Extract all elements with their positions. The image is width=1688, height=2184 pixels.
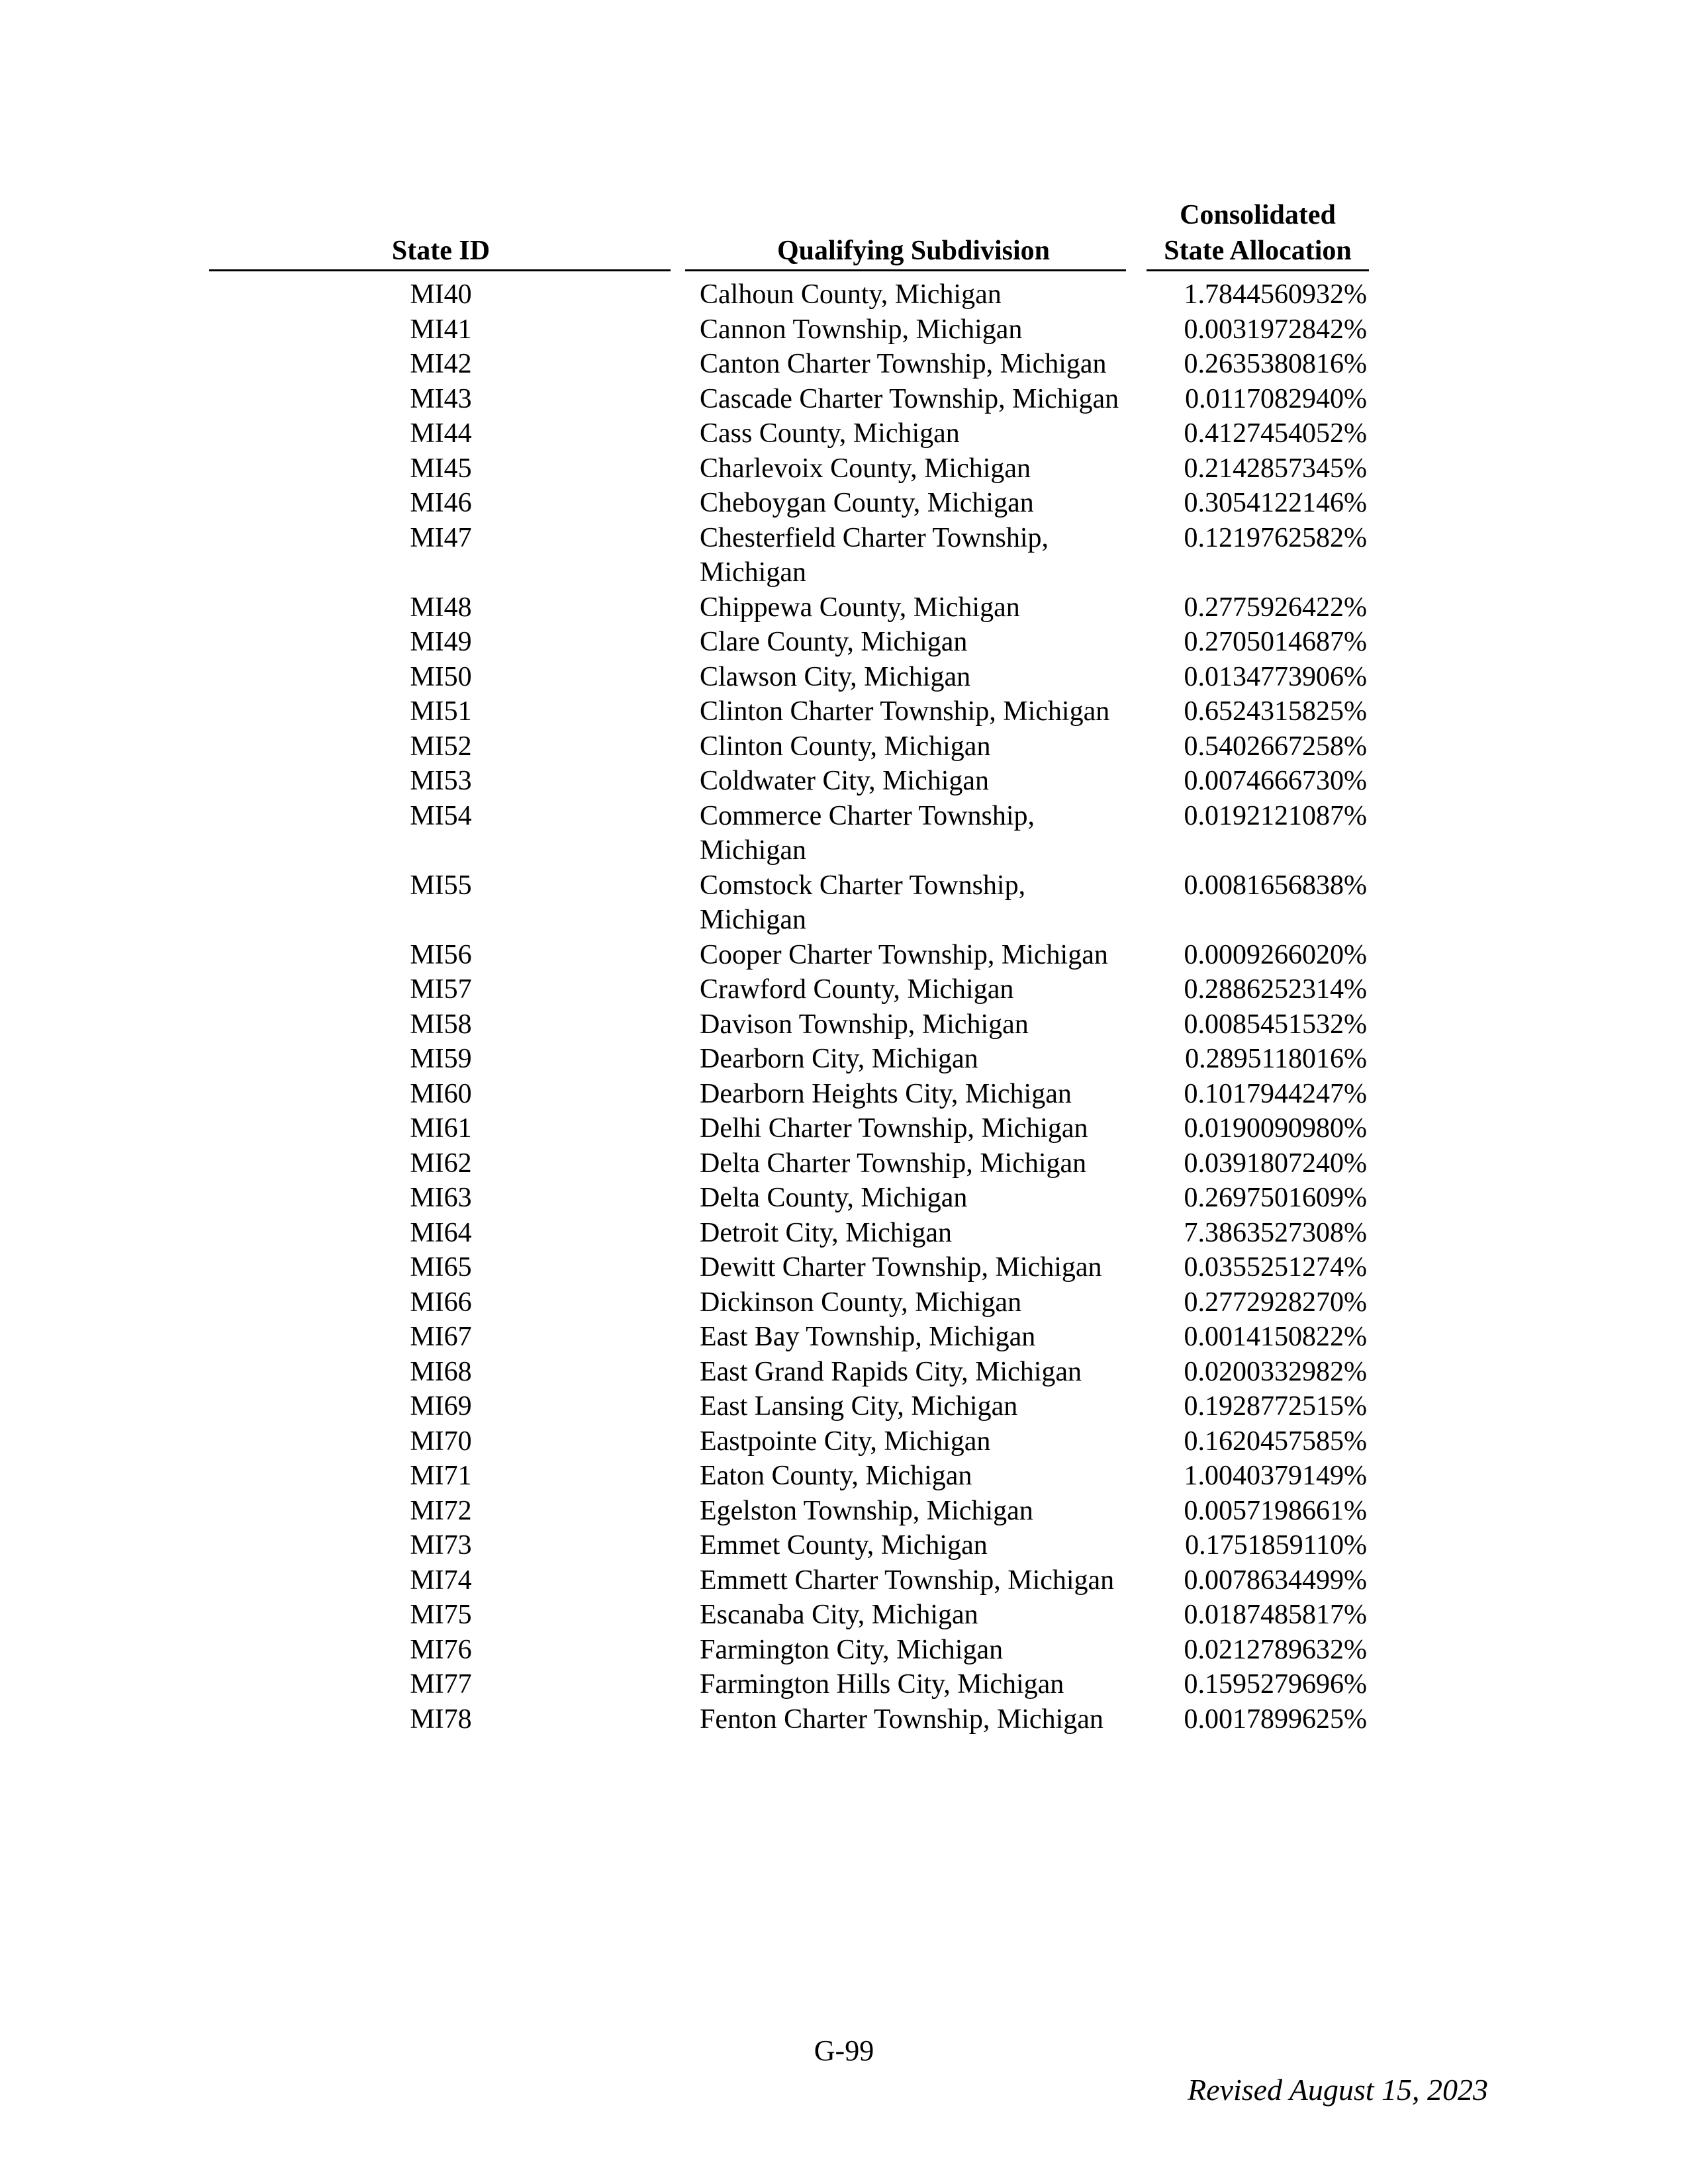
subdivision-cell: Dewitt Charter Township, Michigan — [700, 1252, 1102, 1283]
subdivision-cell: Cannon Township, Michigan — [700, 314, 1023, 345]
allocation-cell: 0.2886252314% — [1184, 974, 1367, 1005]
subdivision-cell: Farmington City, Michigan — [700, 1634, 1004, 1665]
allocation-cell: 1.0040379149% — [1184, 1461, 1367, 1491]
allocation-cell: 0.2775926422% — [1184, 592, 1367, 623]
state-id-cell: MI55 — [410, 870, 472, 901]
allocation-cell: 0.0057198661% — [1184, 1495, 1367, 1526]
table-row — [0, 521, 1688, 590]
table-row — [0, 1563, 1688, 1598]
header-allocation-line2: State Allocation — [1164, 236, 1352, 266]
subdivision-cell: Cascade Charter Township, Michigan — [700, 383, 1119, 414]
subdivision-cell: Clinton County, Michigan — [700, 731, 991, 762]
state-id-cell: MI47 — [410, 522, 472, 553]
table-row — [0, 1111, 1688, 1146]
table-row — [0, 312, 1688, 347]
state-id-cell: MI73 — [410, 1530, 472, 1561]
state-id-cell: MI43 — [410, 383, 472, 414]
table-row — [0, 1007, 1688, 1042]
subdivision-cell: Egelston Township, Michigan — [700, 1495, 1033, 1526]
allocation-table-body — [0, 277, 1688, 1737]
allocation-cell: 0.0009266020% — [1184, 939, 1367, 970]
subdivision-cell: Cooper Charter Township, Michigan — [700, 939, 1108, 970]
allocation-cell: 0.1017944247% — [1184, 1078, 1367, 1109]
subdivision-cell: Calhoun County, Michigan — [700, 279, 1002, 310]
allocation-cell: 0.0078634499% — [1184, 1565, 1367, 1596]
subdivision-cell: Cheboygan County, Michigan — [700, 488, 1034, 518]
table-row — [0, 938, 1688, 973]
allocation-cell: 0.0014150822% — [1184, 1322, 1367, 1352]
subdivision-cell: Cass County, Michigan — [700, 418, 960, 449]
subdivision-cell: Canton Charter Township, Michigan — [700, 349, 1107, 379]
state-id-cell: MI76 — [410, 1634, 472, 1665]
table-row — [0, 1250, 1688, 1285]
state-id-cell: MI45 — [410, 453, 472, 484]
header-rule-state-id — [209, 269, 671, 271]
allocation-cell: 0.0391807240% — [1184, 1148, 1367, 1179]
header-allocation-line1: Consolidated — [1180, 200, 1336, 230]
allocation-cell: 0.5402667258% — [1184, 731, 1367, 762]
subdivision-cell: Dearborn City, Michigan — [700, 1044, 978, 1074]
subdivision-cell: Fenton Charter Township, Michigan — [700, 1704, 1103, 1735]
subdivision-cell: Delta County, Michigan — [700, 1183, 968, 1213]
table-row — [0, 590, 1688, 625]
table-row — [0, 1424, 1688, 1459]
state-id-cell: MI64 — [410, 1217, 472, 1248]
table-row — [0, 1494, 1688, 1529]
state-id-cell: MI58 — [410, 1009, 472, 1040]
table-row — [0, 1667, 1688, 1702]
table-row — [0, 1320, 1688, 1355]
subdivision-cell: East Bay Township, Michigan — [700, 1322, 1036, 1352]
subdivision-cell: Commerce Charter Township, Michigan — [700, 800, 1035, 866]
state-id-cell: MI52 — [410, 731, 472, 762]
allocation-cell: 0.2697501609% — [1184, 1183, 1367, 1213]
state-id-cell: MI56 — [410, 939, 472, 970]
state-id-cell: MI72 — [410, 1495, 472, 1526]
allocation-cell: 0.2772928270% — [1184, 1287, 1367, 1318]
allocation-cell: 0.0074666730% — [1184, 766, 1367, 796]
table-row — [0, 1702, 1688, 1737]
subdivision-cell: Delhi Charter Township, Michigan — [700, 1113, 1088, 1144]
subdivision-cell: Dickinson County, Michigan — [700, 1287, 1022, 1318]
allocation-cell: 0.0081656838% — [1184, 870, 1367, 901]
subdivision-cell: East Grand Rapids City, Michigan — [700, 1356, 1082, 1387]
allocation-cell: 0.0134773906% — [1184, 661, 1367, 692]
state-id-cell: MI78 — [410, 1704, 472, 1735]
allocation-cell: 0.2895118016% — [1185, 1044, 1367, 1074]
allocation-cell: 7.3863527308% — [1184, 1217, 1367, 1248]
allocation-cell: 0.0192121087% — [1184, 800, 1367, 831]
subdivision-cell: Emmett Charter Township, Michigan — [700, 1565, 1115, 1596]
table-row — [0, 660, 1688, 695]
state-id-cell: MI68 — [410, 1356, 472, 1387]
subdivision-cell: Charlevoix County, Michigan — [700, 453, 1031, 484]
allocation-cell: 0.1751859110% — [1185, 1530, 1367, 1561]
table-row — [0, 347, 1688, 382]
state-id-cell: MI48 — [410, 592, 472, 623]
table-row — [0, 486, 1688, 521]
table-row — [0, 799, 1688, 868]
subdivision-cell: Emmet County, Michigan — [700, 1530, 988, 1561]
table-row — [0, 694, 1688, 729]
table-row — [0, 868, 1688, 938]
state-id-cell: MI62 — [410, 1148, 472, 1179]
state-id-cell: MI44 — [410, 418, 472, 449]
allocation-cell: 0.6524315825% — [1184, 696, 1367, 727]
allocation-cell: 0.1928772515% — [1184, 1391, 1367, 1422]
table-row — [0, 1459, 1688, 1494]
table-row — [0, 1146, 1688, 1181]
allocation-cell: 0.4127454052% — [1184, 418, 1367, 449]
table-row — [0, 382, 1688, 417]
subdivision-cell: Clawson City, Michigan — [700, 661, 971, 692]
allocation-cell: 0.0355251274% — [1184, 1252, 1367, 1283]
table-row — [0, 1355, 1688, 1390]
subdivision-cell: Dearborn Heights City, Michigan — [700, 1078, 1072, 1109]
allocation-cell: 0.0200332982% — [1184, 1356, 1367, 1387]
allocation-cell: 0.0212789632% — [1184, 1634, 1367, 1665]
state-id-cell: MI77 — [410, 1669, 472, 1700]
subdivision-cell: Detroit City, Michigan — [700, 1217, 953, 1248]
state-id-cell: MI60 — [410, 1078, 472, 1109]
allocation-cell: 0.3054122146% — [1184, 488, 1367, 518]
table-row — [0, 1181, 1688, 1216]
table-row — [0, 1528, 1688, 1563]
subdivision-cell: Crawford County, Michigan — [700, 974, 1014, 1005]
table-row — [0, 1216, 1688, 1251]
subdivision-cell: Clare County, Michigan — [700, 627, 968, 657]
allocation-cell: 0.0190090980% — [1184, 1113, 1367, 1144]
state-id-cell: MI41 — [410, 314, 472, 345]
state-id-cell: MI71 — [410, 1461, 472, 1491]
page-number: G-99 — [814, 2034, 874, 2067]
subdivision-cell: East Lansing City, Michigan — [700, 1391, 1018, 1422]
table-row — [0, 1042, 1688, 1077]
state-id-cell: MI50 — [410, 661, 472, 692]
allocation-cell: 0.0017899625% — [1184, 1704, 1367, 1735]
allocation-cell: 0.0117082940% — [1185, 383, 1367, 414]
header-state-id: State ID — [391, 236, 491, 266]
state-id-cell: MI53 — [410, 766, 472, 796]
state-id-cell: MI66 — [410, 1287, 472, 1318]
allocation-cell: 0.1219762582% — [1184, 522, 1367, 553]
subdivision-cell: Davison Township, Michigan — [700, 1009, 1029, 1040]
table-row — [0, 1077, 1688, 1112]
table-row — [0, 277, 1688, 312]
allocation-cell: 0.1620457585% — [1184, 1426, 1367, 1457]
state-id-cell: MI59 — [410, 1044, 472, 1074]
allocation-cell: 0.0187485817% — [1184, 1600, 1367, 1630]
table-row — [0, 1598, 1688, 1633]
subdivision-cell: Clinton Charter Township, Michigan — [700, 696, 1110, 727]
allocation-cell: 0.0031972842% — [1184, 314, 1367, 345]
subdivision-cell: Coldwater City, Michigan — [700, 766, 990, 796]
state-id-cell: MI61 — [410, 1113, 472, 1144]
state-id-cell: MI63 — [410, 1183, 472, 1213]
header-rule-allocation — [1147, 269, 1369, 271]
state-id-cell: MI46 — [410, 488, 472, 518]
table-row — [0, 729, 1688, 764]
state-id-cell: MI49 — [410, 627, 472, 657]
revision-date: Revised August 15, 2023 — [1188, 2073, 1488, 2107]
header-rule-subdivision — [685, 269, 1126, 271]
state-id-cell: MI42 — [410, 349, 472, 379]
table-row — [0, 416, 1688, 451]
state-id-cell: MI74 — [410, 1565, 472, 1596]
subdivision-cell: Eaton County, Michigan — [700, 1461, 972, 1491]
state-id-cell: MI67 — [410, 1322, 472, 1352]
table-row — [0, 972, 1688, 1007]
state-id-cell: MI70 — [410, 1426, 472, 1457]
subdivision-cell: Chesterfield Charter Township, Michigan — [700, 522, 1049, 588]
allocation-cell: 0.2142857345% — [1184, 453, 1367, 484]
allocation-cell: 0.2705014687% — [1184, 627, 1367, 657]
state-id-cell: MI65 — [410, 1252, 472, 1283]
subdivision-cell: Escanaba City, Michigan — [700, 1600, 978, 1630]
allocation-cell: 1.7844560932% — [1184, 279, 1367, 310]
table-row — [0, 1633, 1688, 1668]
allocation-cell: 0.2635380816% — [1184, 349, 1367, 379]
subdivision-cell: Eastpointe City, Michigan — [700, 1426, 991, 1457]
table-row — [0, 764, 1688, 799]
subdivision-cell: Farmington Hills City, Michigan — [700, 1669, 1064, 1700]
state-id-cell: MI54 — [410, 800, 472, 831]
table-row — [0, 451, 1688, 486]
state-id-cell: MI69 — [410, 1391, 472, 1422]
state-id-cell: MI40 — [410, 279, 472, 310]
state-id-cell: MI57 — [410, 974, 472, 1005]
table-row — [0, 625, 1688, 660]
subdivision-cell: Comstock Charter Township, Michigan — [700, 870, 1026, 935]
table-row — [0, 1285, 1688, 1320]
state-id-cell: MI75 — [410, 1600, 472, 1630]
allocation-cell: 0.0085451532% — [1184, 1009, 1367, 1040]
table-row — [0, 1389, 1688, 1424]
subdivision-cell: Chippewa County, Michigan — [700, 592, 1020, 623]
allocation-cell: 0.1595279696% — [1184, 1669, 1367, 1700]
header-qualifying-subdivision: Qualifying Subdivision — [776, 236, 1051, 266]
state-id-cell: MI51 — [410, 696, 472, 727]
subdivision-cell: Delta Charter Township, Michigan — [700, 1148, 1087, 1179]
